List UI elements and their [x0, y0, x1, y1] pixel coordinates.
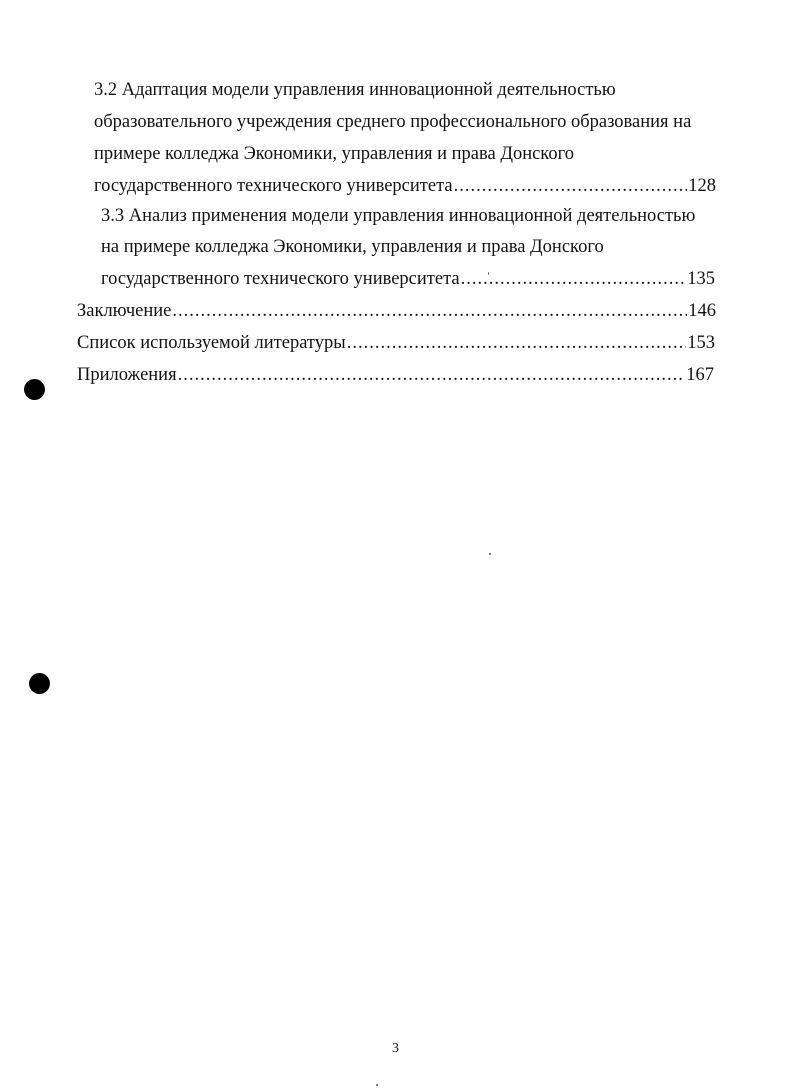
toc-appendices-page: 167 [686, 365, 714, 385]
toc-3-2-line-1: 3.2 Адаптация модели управления инновационной деятельностью [94, 80, 616, 100]
toc-conclusion-page: 146 [688, 301, 716, 321]
toc-references [77, 332, 715, 354]
dot-leader [178, 364, 686, 386]
toc-appendices [77, 364, 714, 386]
dot-leader [461, 268, 687, 290]
toc-3-2-page: 128 [688, 176, 716, 196]
toc-references-page: 153 [687, 333, 715, 353]
dot-leader [454, 175, 688, 197]
page-number: 3 [392, 1041, 399, 1056]
toc-3-2-line-3: примере колледжа Экономики, управления и права Донского [94, 144, 574, 164]
toc-3-2-line-4 [94, 175, 716, 197]
dot-leader [172, 300, 687, 322]
toc-3-2-line-4-text: государственного технического университета [94, 176, 453, 196]
toc-3-2-line-2: образовательного учреждения среднего профессионального образования на [94, 112, 692, 132]
toc-conclusion-title: Заключение [77, 301, 172, 321]
toc-references-title: Список используемой литературы [77, 333, 346, 353]
toc-3-3-line-2: на примере колледжа Экономики, управления и права Донского [101, 237, 604, 257]
toc-3-3-line-3 [101, 268, 715, 290]
scan-speck [489, 553, 491, 555]
toc-3-3-line-3-text: государственного технического университета [101, 269, 460, 289]
scan-speck [488, 272, 489, 275]
toc-3-3-page: 135 [687, 269, 715, 289]
punch-hole-top [24, 379, 45, 400]
toc-conclusion [77, 300, 716, 322]
toc-appendices-title: Приложения [77, 365, 177, 385]
scan-speck [376, 1084, 378, 1086]
punch-hole-bottom [29, 673, 50, 694]
dot-leader [347, 332, 687, 354]
toc-3-3-line-1: 3.3 Анализ применения модели управления инновационной деятельностью [101, 206, 696, 226]
